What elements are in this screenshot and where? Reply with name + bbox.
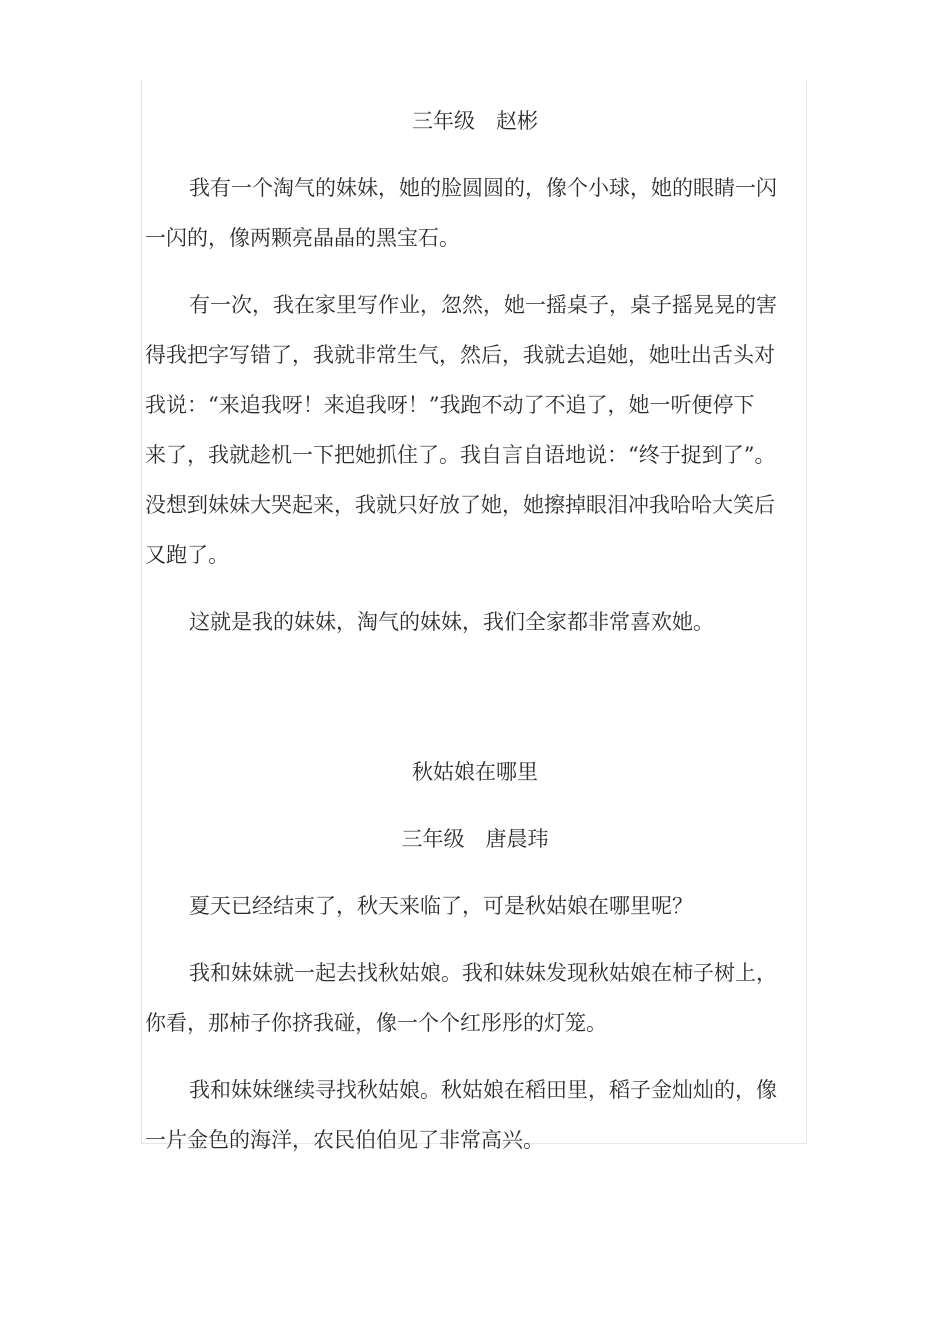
story2-paragraph-2 [145, 948, 815, 1048]
story2-paragraph-3 [145, 1065, 815, 1165]
document-body [145, 96, 815, 1165]
paragraph-line: 有一次，我在家里写作业，忽然，她一摇桌子，桌子摇晃晃的害 [189, 293, 777, 317]
story1-byline: 三年级 赵彬 [412, 109, 538, 133]
paragraph-line: 一闪的，像两颗亮晶晶的黑宝石。 [145, 226, 460, 250]
paragraph-line: 我和妹妹就一起去找秋姑娘。我和妹妹发现秋姑娘在柿子树上， [189, 961, 777, 985]
paragraph-line: 我有一个淘气的妹妹，她的脸圆圆的，像个小球，她的眼睛一闪 [189, 176, 777, 200]
story2-title: 秋姑娘在哪里 [412, 760, 538, 784]
paragraph-line: 我说：“来追我呀！来追我呀！”我跑不动了不追了，她一听便停下 [145, 393, 755, 417]
story1-paragraph-2 [145, 280, 815, 580]
paragraph-line: 这就是我的妹妹，淘气的妹妹，我们全家都非常喜欢她。 [189, 610, 714, 634]
story1-paragraph-3 [145, 597, 815, 647]
paragraph-line: 来了，我就趁机一下把她抓住了。我自言自语地说：“终于捉到了”。 [145, 443, 776, 467]
paragraph-line: 你看，那柿子你挤我碰，像一个个红彤彤的灯笼。 [145, 1011, 607, 1035]
paragraph-line: 没想到妹妹大哭起来，我就只好放了她，她擦掉眼泪冲我哈哈大笑后 [145, 493, 775, 517]
paragraph-line: 夏天已经结束了，秋天来临了，可是秋姑娘在哪里呢？ [189, 894, 693, 918]
story2-paragraph-1 [145, 881, 815, 931]
story1-paragraph-1 [145, 163, 815, 263]
story2-byline: 三年级 唐晨玮 [401, 827, 549, 851]
paragraph-line: 又跑了。 [145, 543, 229, 567]
paragraph-line: 我和妹妹继续寻找秋姑娘。秋姑娘在稻田里，稻子金灿灿的，像 [189, 1078, 777, 1102]
paragraph-line: 得我把字写错了，我就非常生气，然后，我就去追她，她吐出舌头对 [145, 343, 775, 367]
paragraph-line: 一片金色的海洋，农民伯伯见了非常高兴。 [145, 1128, 544, 1152]
